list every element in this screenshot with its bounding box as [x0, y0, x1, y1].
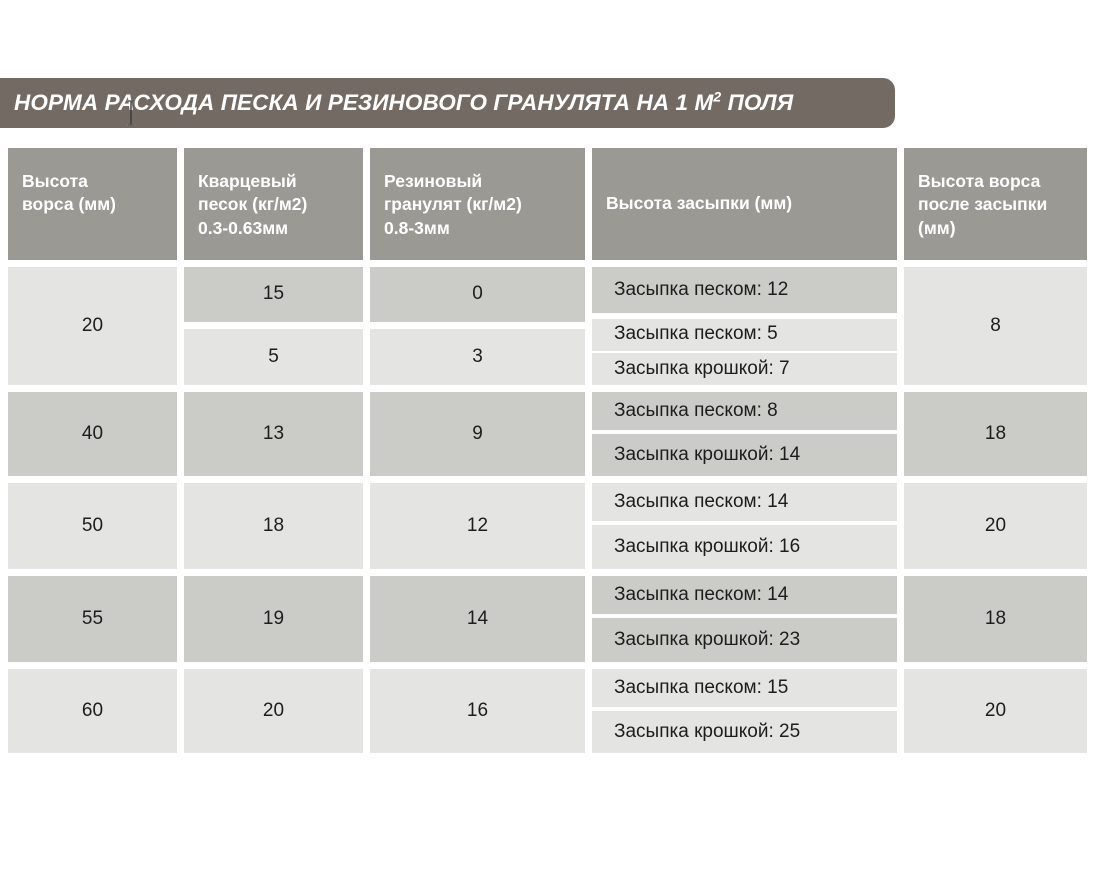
header-line: ворса (мм) [22, 194, 116, 215]
header-line: 0.3-0.63мм [198, 217, 289, 238]
header-line: Высота засыпки (мм) [606, 193, 793, 214]
header-line: Высота [22, 171, 88, 191]
header-line: Кварцевый [198, 171, 297, 191]
cell-rubber-granulate: 9 [370, 392, 585, 476]
cell-quartz-sand: 19 [184, 576, 363, 662]
cell-quartz-sand: 15 [184, 267, 363, 322]
cell-pile-after-fill: 18 [904, 576, 1087, 662]
cell-fill-height-sand: Засыпка песком: 14 [592, 576, 897, 614]
cell-fill-height-sand: Засыпка песком: 12 [592, 267, 897, 313]
cell-rubber-granulate: 12 [370, 483, 585, 569]
cell-fill-height-group [592, 483, 897, 569]
table-row [8, 392, 1090, 476]
cell-fill-height-crumb: Засыпка крошкой: 23 [592, 618, 897, 662]
table-title-banner [0, 78, 895, 128]
cell-pile-height: 20 [8, 267, 177, 385]
cell-rubber-granulate: 14 [370, 576, 585, 662]
page-title-superscript: 2 [713, 88, 722, 105]
cell-fill-height-crumb: Засыпка крошкой: 25 [592, 711, 897, 753]
cell-rubber-granulate-group [370, 267, 585, 385]
cell-fill-height-sand: Засыпка песком: 8 [592, 392, 897, 430]
header-line: (мм) [918, 217, 956, 238]
cell-rubber-granulate: 0 [370, 267, 585, 322]
cell-fill-height-sand: Засыпка песком: 15 [592, 669, 897, 707]
cell-fill-height-group [592, 392, 897, 476]
header-line: 0.8-3мм [384, 217, 450, 238]
header-line: после засыпки [918, 194, 1048, 215]
cell-quartz-sand: 18 [184, 483, 363, 569]
cell-gap [370, 322, 585, 329]
table-row [8, 483, 1090, 569]
cell-quartz-sand: 13 [184, 392, 363, 476]
cell-pile-height: 60 [8, 669, 177, 753]
cell-quartz-sand: 5 [184, 329, 363, 385]
header-line: Резиновый [384, 171, 483, 191]
column-header-quartz-sand [184, 148, 363, 260]
table-row [8, 576, 1090, 662]
table-row [8, 267, 1090, 385]
cell-fill-height-crumb: Засыпка крошкой: 14 [592, 434, 897, 476]
column-header-rubber-granulate-label [384, 170, 522, 240]
cell-fill-height-group [592, 669, 897, 753]
cell-pile-after-fill: 8 [904, 267, 1087, 385]
cell-pile-after-fill: 18 [904, 392, 1087, 476]
header-line: песок (кг/м2) [198, 194, 308, 215]
cell-fill-height-sand: Засыпка песком: 5 [592, 319, 897, 351]
cell-quartz-sand: 20 [184, 669, 363, 753]
cell-fill-height-group [592, 267, 897, 385]
page-title-suffix: ПОЛЯ [721, 89, 794, 115]
cell-rubber-granulate: 16 [370, 669, 585, 753]
cell-pile-height: 55 [8, 576, 177, 662]
cell-pile-after-fill: 20 [904, 669, 1087, 753]
cell-pile-height: 50 [8, 483, 177, 569]
column-header-pile-height-label [22, 170, 116, 217]
cell-quartz-sand-group [184, 267, 363, 385]
column-header-pile-after-fill [904, 148, 1087, 260]
header-line: гранулят (кг/м2) [384, 194, 522, 215]
cell-fill-height-sand: Засыпка песком: 14 [592, 483, 897, 521]
column-header-pile-height [8, 148, 177, 260]
column-header-fill-height [592, 148, 897, 260]
cell-pile-height: 40 [8, 392, 177, 476]
cell-fill-height-crumb: Засыпка крошкой: 16 [592, 525, 897, 569]
column-header-quartz-sand-label [198, 170, 307, 240]
page-title-main: НОРМА РАСХОДА ПЕСКА И РЕЗИНОВОГО ГРАНУЛЯТА НА 1 М [14, 89, 714, 115]
column-header-fill-height-label [606, 192, 792, 215]
table-row [8, 669, 1090, 753]
column-header-rubber-granulate [370, 148, 585, 260]
consumption-table [8, 148, 1090, 760]
cell-fill-height-group [592, 576, 897, 662]
page-title [14, 88, 794, 115]
cell-pile-after-fill: 20 [904, 483, 1087, 569]
column-header-pile-after-fill-label [918, 170, 1047, 240]
cell-fill-height-crumb: Засыпка крошкой: 7 [592, 353, 897, 385]
header-line: Высота ворса [918, 171, 1041, 191]
cell-rubber-granulate: 3 [370, 329, 585, 385]
cell-gap [184, 322, 363, 329]
table-header-row [8, 148, 1090, 260]
